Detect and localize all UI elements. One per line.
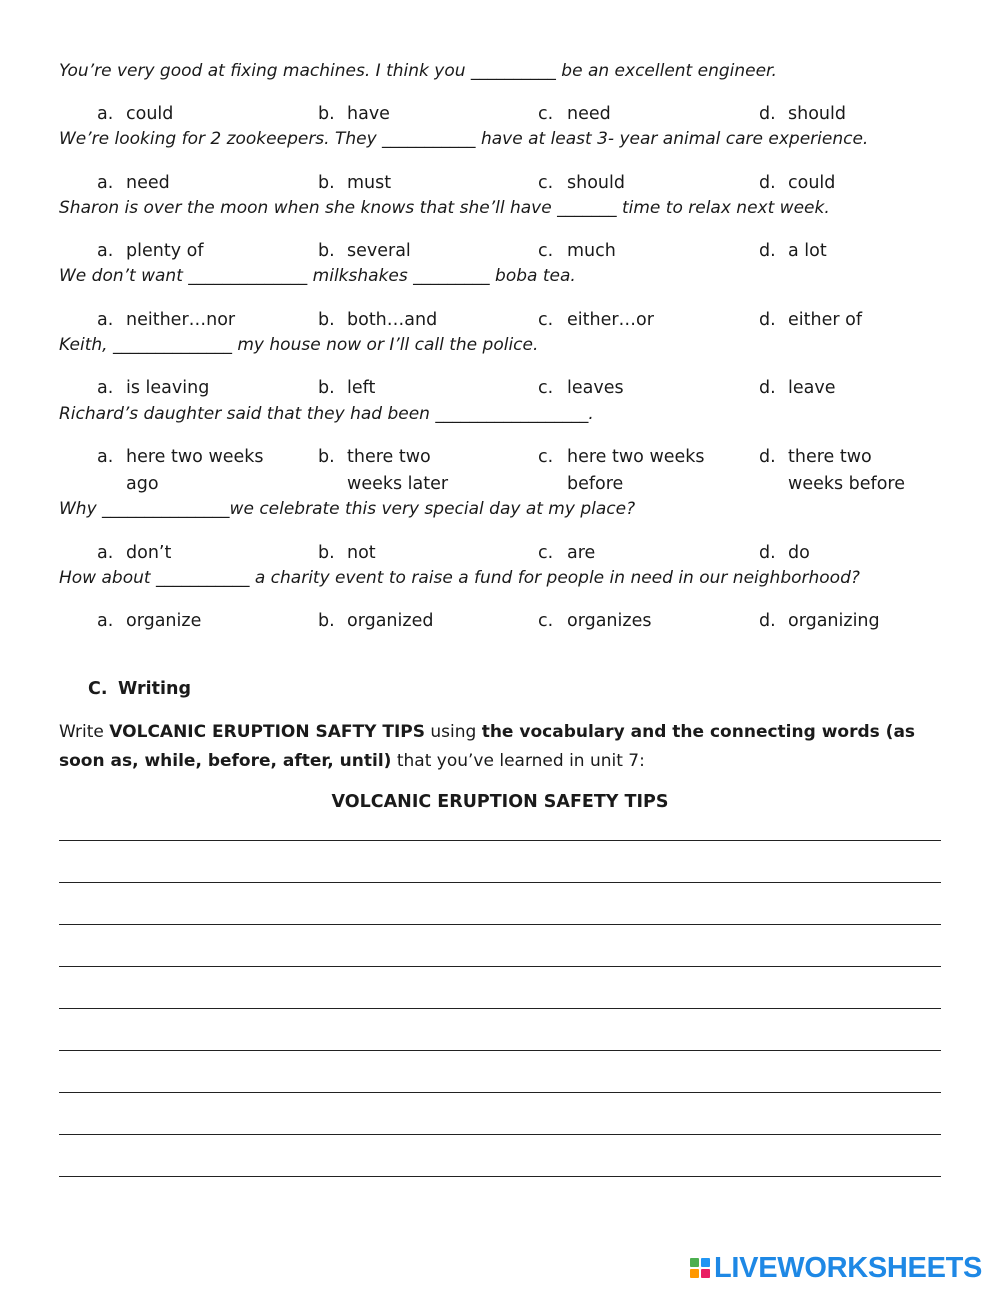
brand-name: LIVEWORKSHEETS bbox=[714, 1251, 983, 1284]
section-heading bbox=[88, 679, 191, 699]
answer-line[interactable] bbox=[59, 882, 941, 883]
answer-line[interactable] bbox=[59, 924, 941, 925]
question-3: Sharon is over the moon when she knows that she’ll have _______ time to relax next week. bbox=[59, 198, 830, 218]
answer-line[interactable] bbox=[59, 1134, 941, 1135]
question-4: We don’t want ______________ milkshakes _________ boba tea. bbox=[59, 266, 576, 286]
question-1: You’re very good at fixing machines. I think you __________ be an excellent engineer. bbox=[59, 61, 777, 81]
section-letter: C. bbox=[88, 679, 108, 699]
logo-block bbox=[690, 1269, 699, 1278]
liveworksheets-logo bbox=[690, 1249, 982, 1287]
answer-line[interactable] bbox=[59, 1050, 941, 1051]
answer-line[interactable] bbox=[59, 840, 941, 841]
question-5: Keith, ______________ my house now or I’ll call the police. bbox=[59, 335, 539, 355]
answer-line[interactable] bbox=[59, 1008, 941, 1009]
answer-line[interactable] bbox=[59, 1176, 941, 1177]
logo-block bbox=[701, 1269, 710, 1278]
question-7: Why _______________we celebrate this very special day at my place? bbox=[59, 499, 636, 519]
question-6: Richard’s daughter said that they had been __________________. bbox=[59, 404, 594, 424]
answer-line[interactable] bbox=[59, 966, 941, 967]
section-title: Writing bbox=[118, 679, 191, 699]
logo-block bbox=[701, 1258, 710, 1267]
writing-instruction: Write VOLCANIC ERUPTION SAFTY TIPS using the vocabulary and the connecting words (as soon as, while, before, after, until) that you’ve learned in unit 7: bbox=[59, 722, 916, 771]
answer-line[interactable] bbox=[59, 1092, 941, 1093]
question-8: How about ___________ a charity event to raise a fund for people in need in our neighborhood? bbox=[59, 568, 860, 588]
logo-blocks-icon bbox=[690, 1258, 710, 1278]
worksheet-page: You’re very good at fixing machines. I think you __________ be an excellent engineer. a. could b. have c. need d. should We’re looking for 2 zookeepers. They ___________ have at least 3- year animal care experience. a. need b. must c. should d. could Sharon is over the moon when she knows that she’ll have _______ time to relax next week. a. plenty of b. several c. much d. a lot We don’t want ______________ milkshakes _________ boba tea. a. neither…nor b. both…and c. either…or d. either of Keith, ______________ my house now or I’ll call the police. a. is leaving b. left c. leaves d. leave Richard’s daughter said that they had been __________________. a. here two weeks ago b. there two weeks later c. here two weeks before d. there two weeks before Why _______________we celebrate this very special day at my place? a. don’t b. not c. are d. do How about ___________ a charity event to raise a fund for people in need in our neighborhood? a. organize b. organized c. organizes d. organizing C. Writing Write VOLCANIC ERUPTION SAFTY TIPS using the vocabulary and the connecting words (as soon as, while, before, after, until) that you’ve learned in unit 7: VOLCANIC ERUPTION SAFETY TIPS LIVEWORKSHEETS bbox=[0, 0, 1000, 1294]
writing-title: VOLCANIC ERUPTION SAFETY TIPS bbox=[331, 792, 669, 812]
question-2: We’re looking for 2 zookeepers. They ___________ have at least 3- year animal care experience. bbox=[59, 129, 869, 149]
logo-block bbox=[690, 1258, 699, 1267]
